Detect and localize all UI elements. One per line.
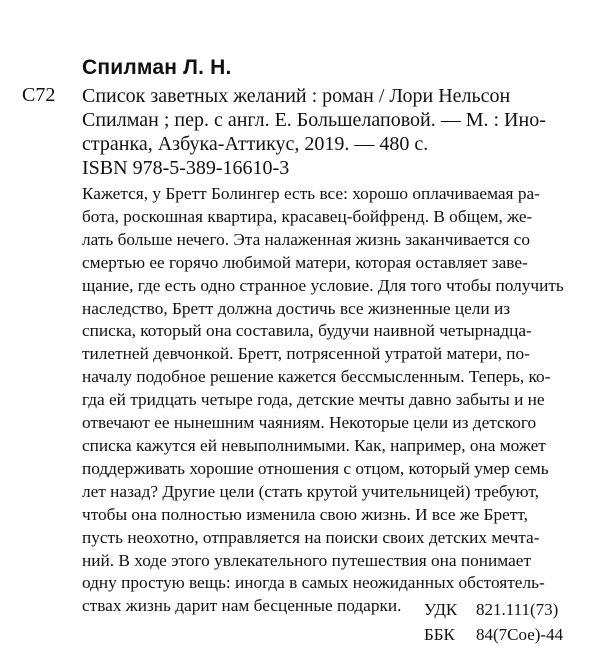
annotation-line: одну простую вещь: иногда в самых неожиданных обстоятель-	[82, 573, 545, 593]
annotation-line: чтобы она полностью изменила свою жизнь. И все же Бретт,	[82, 504, 528, 524]
annotation-line: поддерживать хорошие отношения с отцом, который умер семь	[82, 458, 549, 478]
annotation-line: тилетней девчонкой. Бретт, потрясенной утратой матери, по-	[82, 344, 530, 364]
annotation-line: списка кажутся ей невыполнимыми. Как, например, она может	[82, 435, 546, 455]
annotation-line: щание, где есть одно странное условие. Для того чтобы получить	[82, 275, 564, 295]
annotation-line: гда ей тридцать четыре года, детские мечты давно забыты и не	[82, 390, 545, 410]
annotation-line: лет назад? Другие цели (стать крутой учительницей) требуют,	[82, 481, 539, 501]
description-line: Список заветных желаний : роман / Лори Нельсон	[82, 85, 511, 107]
annotation-line: смертью ее горячо любимой матери, которая оставляет заве-	[82, 252, 528, 272]
annotation-line: лать больше нечего. Эта налаженная жизнь заканчивается со	[82, 229, 530, 249]
annotation-line: Кажется, у Бретт Болингер есть все: хорошо оплачиваемая ра-	[82, 184, 540, 203]
udk-label: УДК	[424, 600, 458, 619]
bbk-value: 84(7Сое)-44	[476, 625, 564, 644]
annotation-line: списка, который она составила, будучи наивной четырнадца-	[82, 321, 532, 341]
bibliographic-description	[82, 84, 582, 156]
annotation-line: началу подобное решение кажется бессмысленным. Теперь, ко-	[82, 367, 551, 387]
annotation-text	[82, 183, 582, 618]
annotation-line: бота, роскошная квартира, красавец-бойфренд. В общем, же-	[82, 206, 533, 226]
isbn: ISBN 978-5-389-16610-3	[82, 157, 290, 179]
udk-code	[424, 597, 563, 622]
annotation-line: ний. В ходе этого увлекательного путешествия она понимает	[82, 550, 531, 570]
catalog-code: С72	[22, 84, 56, 106]
classification-codes	[424, 597, 563, 647]
annotation-line: отвечают ее нынешним чаяниям. Некоторые цели из детского	[82, 413, 537, 433]
description-line: странка, Азбука-Аттикус, 2019. — 480 с.	[82, 133, 429, 155]
udk-value: 821.111(73)	[476, 600, 559, 619]
description-line: Спилман ; пер. с англ. Е. Большелаповой. — М. : Ино-	[82, 109, 546, 131]
annotation-line: наследство, Бретт должна достичь все жизненные цели из	[82, 298, 511, 318]
bbk-code	[424, 622, 563, 647]
author-name: Спилман Л. Н.	[82, 56, 232, 79]
annotation-line: ствах жизнь дарит нам бесценные подарки.	[82, 596, 402, 616]
bbk-label: ББК	[424, 625, 455, 644]
annotation-line: пусть неохотно, отправляется на поиски своих детских мечта-	[82, 527, 540, 547]
